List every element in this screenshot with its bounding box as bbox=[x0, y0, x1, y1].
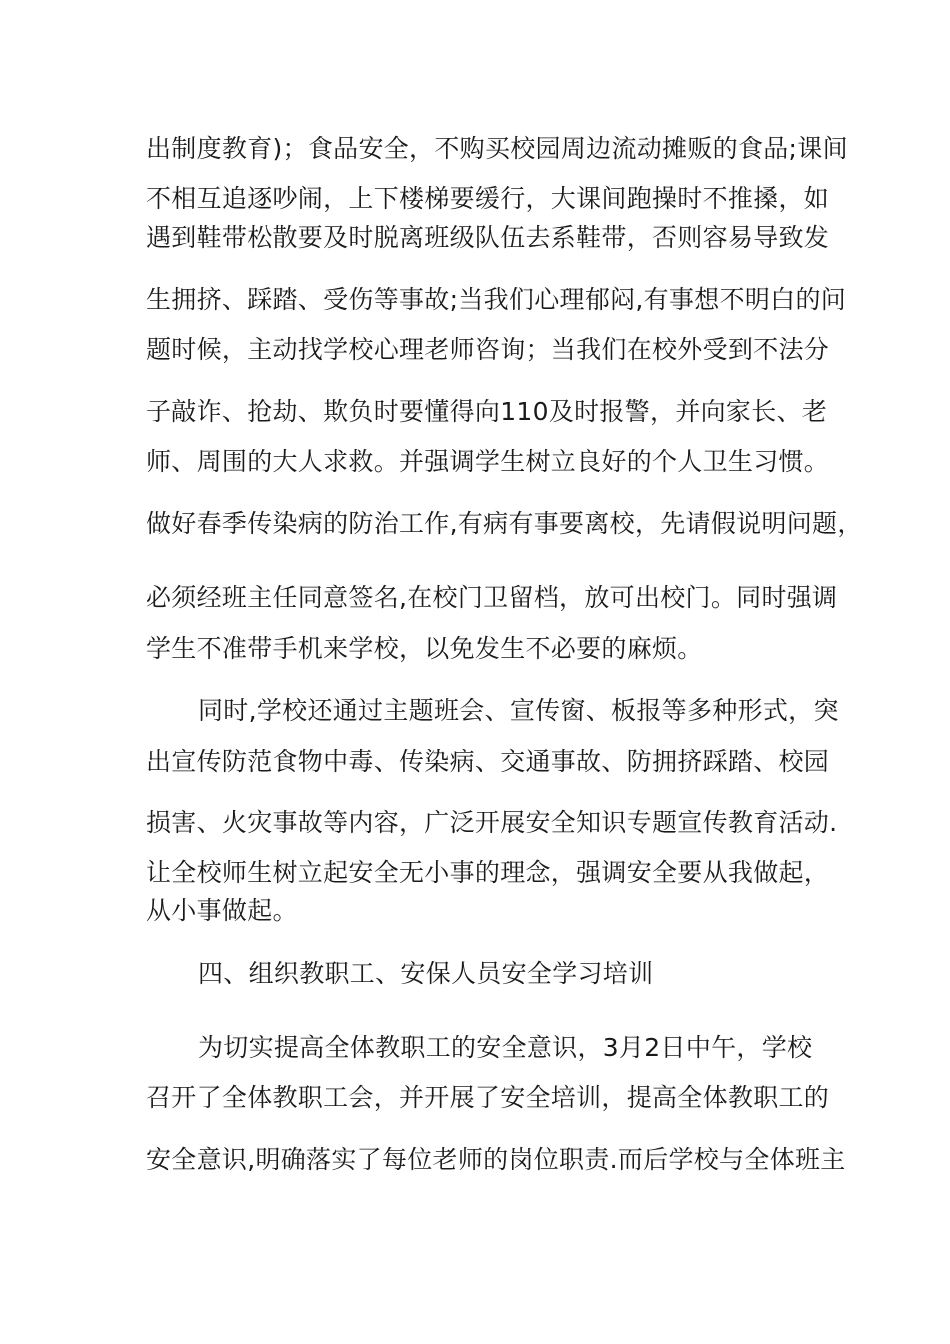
text-line: 召开了全体教职工会，并开展了安全培训，提高全体教职工的 bbox=[146, 1083, 830, 1112]
text-line: 遇到鞋带松散要及时脱离班级队伍去系鞋带，否则容易导致发 bbox=[146, 223, 830, 252]
text-line: 让全校师生树立起安全无小事的理念，强调安全要从我做起， bbox=[146, 858, 830, 887]
text-line: 损害、火灾事故等内容，广泛开展安全知识专题宣传教育活动. bbox=[146, 808, 838, 837]
text-line: 师、周围的大人求救。并强调学生树立良好的个人卫生习惯。 bbox=[146, 447, 830, 476]
text-line: 从小事做起。 bbox=[146, 896, 298, 925]
text-line: 出宣传防范食物中毒、传染病、交通事故、防拥挤踩踏、校园 bbox=[146, 747, 830, 776]
text-line: 为切实提高全体教职工的安全意识，3月2日中午，学校 bbox=[198, 1033, 813, 1062]
text-line: 学生不准带手机来学校，以免发生不必要的麻烦。 bbox=[146, 634, 703, 663]
text-line: 题时候，主动找学校心理老师咨询；当我们在校外受到不法分 bbox=[146, 335, 830, 364]
text-line: 做好春季传染病的防治工作,有病有事要离校，先请假说明问题， bbox=[146, 509, 863, 538]
text-line: 不相互追逐吵闹，上下楼梯要缓行，大课间跑操时不推搡，如 bbox=[146, 184, 830, 213]
text-line: 必须经班主任同意签名,在校门卫留档，放可出校门。同时强调 bbox=[146, 583, 838, 612]
section-heading: 四、组织教职工、安保人员安全学习培训 bbox=[198, 959, 654, 988]
text-line: 生拥挤、踩踏、受伤等事故;当我们心理郁闷,有事想不明白的问 bbox=[146, 285, 847, 314]
text-line: 子敲诈、抢劫、欺负时要懂得向110及时报警，并向家长、老 bbox=[146, 397, 828, 426]
text-line: 安全意识,明确落实了每位老师的岗位职责.而后学校与全体班主 bbox=[146, 1145, 846, 1174]
text-line: 出制度教育)；食品安全，不购买校园周边流动摊贩的食品;课间 bbox=[146, 134, 848, 163]
text-line: 同时,学校还通过主题班会、宣传窗、板报等多种形式，突 bbox=[198, 696, 839, 725]
